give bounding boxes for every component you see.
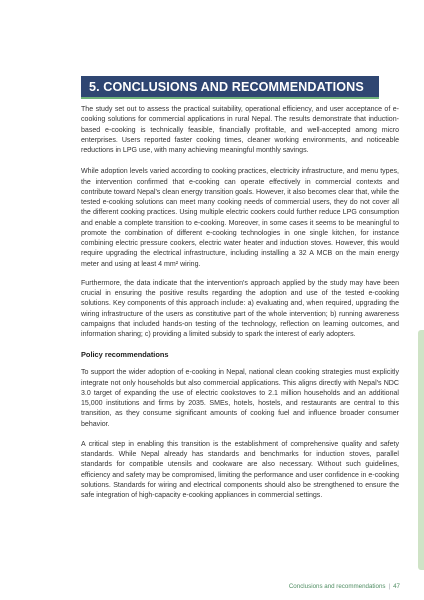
page-number: 47 — [393, 583, 400, 590]
heading-accent-line — [81, 97, 379, 99]
section-heading-bar — [81, 76, 379, 97]
page-footer — [289, 583, 400, 591]
footer-section-label: Conclusions and recommendations — [288, 583, 386, 590]
policy-recommendations-heading: Policy recommendations — [81, 350, 169, 360]
page-content — [81, 105, 399, 501]
paragraph-approach: Furthermore, the data indicate that the intervention's approach applied by the study may have been crucial in ensuring the positive results regarding the adoption and use of the tested e-cooking solutions. Key components of this approach include: a) evaluating and, when required, upgrading the wiring infrastructure of the users as constitutive part of the whole intervention; b) running awareness campaigns that included hands-on testing of the technology, reflection on learning outcomes, and information sharing; c) providing a limited subsidy to spark the interest of early adopters. — [81, 279, 399, 338]
side-tab-marker — [418, 330, 424, 570]
footer-separator: | — [388, 583, 391, 590]
paragraph-policy-adoption: To support the wider adoption of e-cooking in Nepal, national clean cooking strategies must explicitly integrate not only households but also commercial applications. This aligns directly with Nepal's NDC 3.0 target of expanding the use of electric cookstoves to 2.1 million households and an additional 15,000 institutions and firms by 2035. SMEs, hotels, hostels, and restaurants are central to this transition, as they consume significant amounts of cooking fuel and influence broader consumer behavior. — [81, 369, 399, 428]
section-title: 5. CONCLUSIONS AND RECOMMENDATIONS — [89, 79, 364, 94]
paragraph-intro: The study set out to assess the practical suitability, operational efficiency, and user acceptance of e-cooking solutions for commercial applications in rural Nepal. The results demonstrate that induction-based e-cooking is technically feasible, financially profitable, and well-accepted among micro enterprises. Users reported faster cooking times, cleaner working environments, and noticeable reductions in LPG use, with many achieving meaningful monthly savings. — [81, 106, 399, 154]
paragraph-adoption: While adoption levels varied according to cooking practices, electricity infrastructure, and menu types, the intervention confirmed that e-cooking can operate effectively in commercial contexts and contribute toward Nepal's clean energy transition goals. However, it also becomes clear that, while the tested e-cooking solutions can meet many cooking needs of commercial users, they do not cover all the different cooking practices. Using multiple electric cookers could further reduce LPG consumption and enable a complete transition to e-cooking. Moreover, in some cases it seems to be meaningful to promote the combination of different e-cooking technologies in one single kitchen, for instance combining electric pressure cookers, electric water heater and induction stoves. However, this would require upgrading the electrical infrastructure, including installing a 32 A MCB on the main energy meter and using at least 4 mm² wiring. — [81, 168, 399, 268]
paragraph-policy-standards: A critical step in enabling this transition is the establishment of comprehensive quality and safety standards. While Nepal already has standards and benchmarks for induction stoves, parallel standards for compatible utensils and cookware are also necessary. Without such guidelines, efficiency and safety may be compromised, limiting the performance and user confidence in e-cooking solutions. Standards for wiring and electrical components should also be strengthened to ensure the safe integration of high-capacity e-cooking appliances in commercial settings. — [81, 440, 399, 499]
